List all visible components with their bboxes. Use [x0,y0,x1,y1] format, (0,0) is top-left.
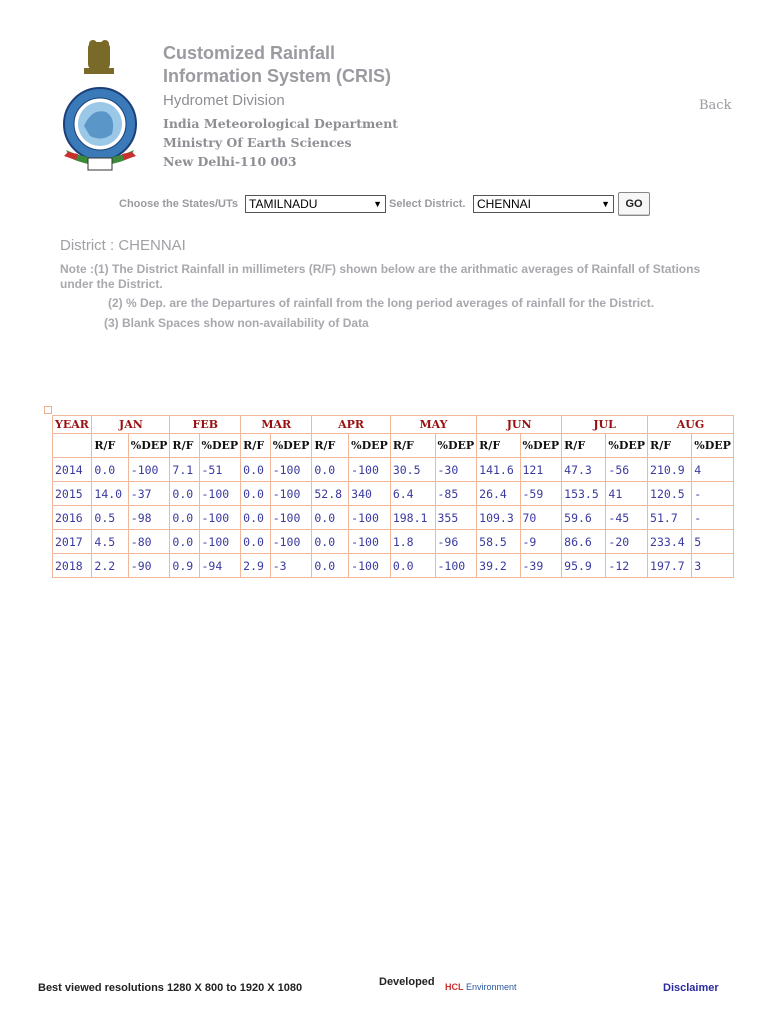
dep-cell: -80 [128,530,170,554]
dep-cell: -100 [199,482,241,506]
site-title-line2: Information System (CRIS) [163,66,392,86]
dep-cell: -100 [435,554,477,578]
org-address: New Delhi-110 003 [163,154,297,169]
rf-cell: 86.6 [562,530,606,554]
developer-name: HCL [445,982,464,992]
note-3: (3) Blank Spaces show non-availability of Data [104,316,369,330]
dep-header: %DEP [128,434,170,458]
dep-cell: -20 [606,530,648,554]
rf-cell: 210.9 [648,458,692,482]
dep-cell: -100 [270,530,312,554]
dep-cell: -90 [128,554,170,578]
dep-cell: -100 [199,530,241,554]
month-header-mar: MAR [241,416,312,434]
year-cell: 2014 [53,458,92,482]
year-cell: 2015 [53,482,92,506]
rf-cell: 14.0 [92,482,128,506]
dep-cell: -85 [435,482,477,506]
dep-header: %DEP [520,434,562,458]
rf-cell: 153.5 [562,482,606,506]
year-cell: 2017 [53,530,92,554]
table-row [53,554,734,578]
rainfall-table [52,415,734,578]
rf-cell: 2.9 [241,554,271,578]
rf-cell: 52.8 [312,482,349,506]
dep-header: %DEP [692,434,734,458]
rf-cell: 0.0 [312,506,349,530]
rf-cell: 0.0 [92,458,128,482]
rf-cell: 0.0 [241,530,271,554]
month-header-aug: AUG [648,416,734,434]
rf-cell: 198.1 [390,506,435,530]
state-select[interactable] [245,195,386,213]
rf-cell: 0.0 [170,506,199,530]
developer-logo [445,982,517,992]
developer-tag: Environment [466,982,517,992]
rf-cell: 197.7 [648,554,692,578]
note-1: Note :(1) The District Rainfall in millimeters (R/F) shown below are the arithmatic averages of Rainfall of Stations under the District. [60,262,701,291]
rf-header: R/F [477,434,520,458]
table-row [53,458,734,482]
rf-cell: 59.6 [562,506,606,530]
month-header-may: MAY [390,416,476,434]
dep-cell: -51 [199,458,241,482]
rf-header: R/F [241,434,271,458]
dep-cell: -100 [199,506,241,530]
rainfall-table-container [44,406,734,586]
org-ministry: Ministry Of Earth Sciences [163,135,352,150]
rf-cell: 141.6 [477,458,520,482]
rf-header: R/F [390,434,435,458]
site-title [163,42,463,88]
rf-header: R/F [92,434,128,458]
dep-cell: -94 [199,554,241,578]
dep-cell: 355 [435,506,477,530]
table-row [53,482,734,506]
dep-cell: -12 [606,554,648,578]
dropdown-arrow-icon: ▼ [373,199,382,209]
rf-cell: 0.0 [312,554,349,578]
rf-header: R/F [312,434,349,458]
dep-cell: 340 [349,482,391,506]
dep-cell: -3 [270,554,312,578]
dep-header: %DEP [349,434,391,458]
dep-header: %DEP [270,434,312,458]
rf-cell: 2.2 [92,554,128,578]
back-link[interactable]: Back [699,98,732,113]
footer-best-viewed: Best viewed resolutions 1280 X 800 to 1920 X 1080 [38,982,303,994]
dep-cell: 70 [520,506,562,530]
dep-cell: - [692,482,734,506]
state-label: Choose the States/UTs [119,198,238,210]
district-select[interactable] [473,195,614,213]
dep-cell: -100 [349,506,391,530]
dep-cell: -100 [270,458,312,482]
imd-logo [58,38,142,172]
dep-cell: 121 [520,458,562,482]
rf-cell: 0.0 [312,458,349,482]
dep-cell: -98 [128,506,170,530]
rf-cell: 1.8 [390,530,435,554]
rf-cell: 0.9 [170,554,199,578]
district-label: Select District. [389,198,466,210]
month-header-jul: JUL [562,416,648,434]
rf-cell: 30.5 [390,458,435,482]
rf-cell: 0.0 [312,530,349,554]
rf-header: R/F [562,434,606,458]
rf-cell: 95.9 [562,554,606,578]
rf-cell: 6.4 [390,482,435,506]
dep-cell: -37 [128,482,170,506]
year-cell: 2018 [53,554,92,578]
year-subheader-blank [53,434,92,458]
dep-header: %DEP [199,434,241,458]
district-select-value: CHENNAI [477,197,532,211]
table-corner-marker [44,406,52,414]
rf-cell: 4.5 [92,530,128,554]
dep-cell: - [692,506,734,530]
month-header-apr: APR [312,416,390,434]
dep-cell: -100 [349,554,391,578]
rf-cell: 120.5 [648,482,692,506]
rf-cell: 0.0 [390,554,435,578]
dep-cell: 3 [692,554,734,578]
dep-cell: -9 [520,530,562,554]
site-title-line1: Customized Rainfall [163,43,336,63]
rf-cell: 58.5 [477,530,520,554]
disclaimer-link[interactable]: Disclaimer [663,982,719,994]
dep-cell: -100 [349,458,391,482]
dep-cell: -45 [606,506,648,530]
dep-cell: -100 [270,482,312,506]
dep-cell: -100 [128,458,170,482]
rf-cell: 0.0 [241,458,271,482]
rf-cell: 109.3 [477,506,520,530]
district-heading: District : CHENNAI [60,237,186,254]
division-name: Hydromet Division [163,92,285,109]
state-select-value: TAMILNADU [249,197,318,211]
rf-cell: 233.4 [648,530,692,554]
dep-cell: -59 [520,482,562,506]
dep-cell: -56 [606,458,648,482]
dep-cell: -39 [520,554,562,578]
month-header-jan: JAN [92,416,170,434]
table-row [53,530,734,554]
go-button[interactable]: GO [618,192,650,216]
month-header-jun: JUN [477,416,562,434]
dropdown-arrow-icon: ▼ [601,199,610,209]
dep-header: %DEP [606,434,648,458]
note-2: (2) % Dep. are the Departures of rainfall from the long period averages of rainfall for the District. [108,296,655,310]
table-row [53,506,734,530]
rf-cell: 0.0 [241,482,271,506]
rf-cell: 0.5 [92,506,128,530]
rf-cell: 7.1 [170,458,199,482]
rf-cell: 26.4 [477,482,520,506]
dep-cell: -100 [270,506,312,530]
org-department: India Meteorological Department [163,116,399,131]
dep-header: %DEP [435,434,477,458]
dep-cell: -30 [435,458,477,482]
rf-header: R/F [170,434,199,458]
year-cell: 2016 [53,506,92,530]
dep-cell: 41 [606,482,648,506]
dep-cell: -100 [349,530,391,554]
dep-cell: 4 [692,458,734,482]
month-header-feb: FEB [170,416,241,434]
rf-cell: 39.2 [477,554,520,578]
dep-cell: -96 [435,530,477,554]
rf-cell: 0.0 [241,506,271,530]
dep-cell: 5 [692,530,734,554]
footer-developed: Developed [379,976,435,988]
rf-cell: 0.0 [170,530,199,554]
rf-cell: 51.7 [648,506,692,530]
rf-cell: 0.0 [170,482,199,506]
rf-header: R/F [648,434,692,458]
year-header: YEAR [53,416,92,434]
rf-cell: 47.3 [562,458,606,482]
